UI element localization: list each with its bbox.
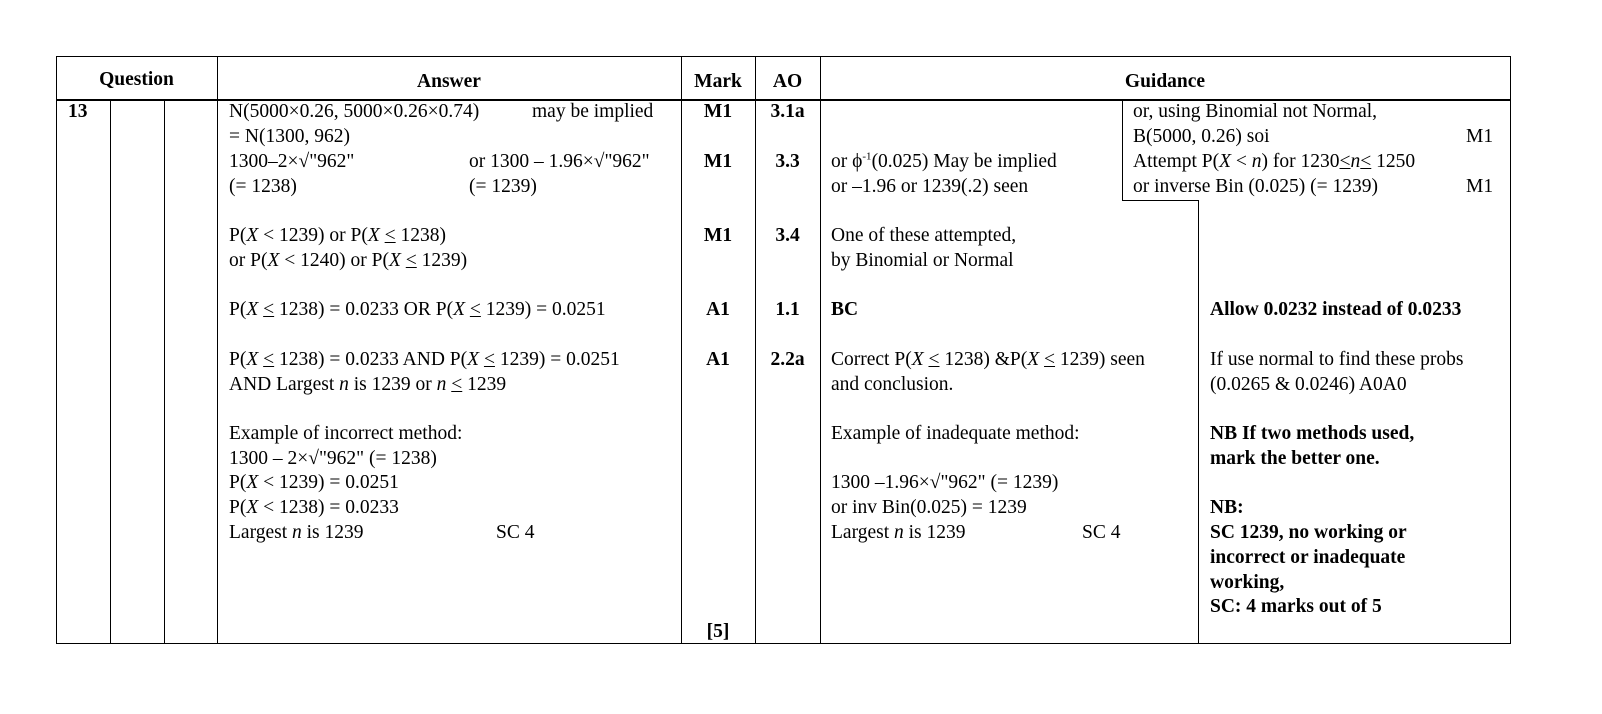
guidance-correct-line-1: Correct P(X < 1238) &P(X < 1239) seen — [831, 349, 1145, 370]
answer-a1b-line-2: AND Largest n is 1239 or n < 1239 — [229, 374, 507, 395]
mark-1: M1 — [703, 101, 733, 122]
guidance-inadequate-heading: Example of inadequate method: — [831, 423, 1080, 444]
guidance-allow: Allow 0.0232 instead of 0.0233 — [1210, 299, 1462, 320]
answer-incorrect-line-3: P(X < 1238) = 0.0233 — [229, 497, 399, 518]
guidance-sc-line-3: working, — [1210, 572, 1285, 593]
answer-incorrect-line-2: P(X < 1239) = 0.0251 — [229, 472, 399, 493]
answer-a1-line: P(X < 1238) = 0.0233 OR P(X < 1239) = 0.0251 — [229, 299, 606, 320]
header-ao: AO — [772, 71, 803, 92]
header-answer: Answer — [417, 71, 481, 92]
guidance-attempted-line-1: One of these attempted, — [831, 225, 1017, 246]
guidance-nb-line-2: mark the better one. — [1210, 448, 1380, 469]
mark-3: M1 — [703, 225, 733, 246]
guidance-box-bottom — [1122, 200, 1199, 201]
guidance-binomial-line-3: Attempt P(X < n) for 1230<n< 1250 — [1133, 151, 1416, 172]
answer-incorrect-heading: Example of incorrect method: — [229, 423, 463, 444]
answer-incorrect-sc: SC 4 — [496, 522, 535, 543]
guidance-binomial-line-4: or inverse Bin (0.025) (= 1239) — [1133, 176, 1378, 197]
answer-line-1-note: may be implied — [532, 101, 654, 122]
answer-line-4-left: (= 1238) — [229, 176, 297, 197]
answer-line-4-right: (= 1239) — [469, 176, 537, 197]
table-left-border — [56, 56, 57, 644]
guidance-box-left — [1122, 99, 1123, 201]
header-guidance: Guidance — [1124, 71, 1206, 92]
guidance-sc-line-4: SC: 4 marks out of 5 — [1210, 596, 1382, 617]
mark-4: A1 — [706, 299, 730, 320]
ao-guidance-divider — [820, 56, 821, 644]
guidance-sc-line-2: incorrect or inadequate — [1210, 547, 1406, 568]
mark-5: A1 — [706, 349, 730, 370]
question-answer-divider — [217, 56, 218, 644]
guidance-inadequate-line-3: Largest n is 1239 — [831, 522, 966, 543]
guidance-inadequate-line-2: or inv Bin(0.025) = 1239 — [831, 497, 1027, 518]
header-mark: Mark — [694, 71, 742, 92]
guidance-phi-line-1: or $\phi^{-1}(0.025)$ May be implied — [831, 150, 1057, 172]
answer-attempt-line-1: P(X < 1239) or P(X < 1238) — [229, 225, 447, 246]
guidance-binomial-line-1: or, using Binomial not Normal, — [1133, 101, 1378, 122]
answer-a1b-line-1: P(X < 1238) = 0.0233 AND P(X < 1239) = 0.0251 — [229, 349, 620, 370]
guidance-phi-line-2: or –1.96 or 1239(.2) seen — [831, 176, 1029, 197]
table-top-border — [56, 56, 1511, 57]
table-right-border — [1510, 56, 1511, 644]
ao-2: 3.3 — [775, 151, 800, 172]
question-sub-divider-1 — [110, 99, 111, 644]
guidance-binomial-line-2: B(5000, 0.26) soi — [1133, 126, 1270, 147]
guidance-inadequate-sc: SC 4 — [1082, 522, 1121, 543]
ao-1: 3.1a — [770, 101, 805, 122]
mark-2: M1 — [703, 151, 733, 172]
guidance-correct-line-2: and conclusion. — [831, 374, 954, 395]
guidance-inadequate-line-1: 1300 –1.96×√"962" (= 1239) — [831, 472, 1059, 493]
answer-incorrect-line-4: Largest n is 1239 — [229, 522, 364, 543]
ao-4: 1.1 — [775, 299, 800, 320]
question-sub-divider-2 — [164, 99, 165, 644]
guidance-normal-line-1: If use normal to find these probs — [1210, 349, 1464, 370]
guidance-normal-line-2: (0.0265 & 0.0246) A0A0 — [1210, 374, 1407, 395]
answer-line-1: N(5000×0.26, 5000×0.26×0.74) — [229, 101, 480, 122]
answer-incorrect-line-1: 1300 – 2×√"962" (= 1238) — [229, 448, 437, 469]
guidance-column-divider — [1198, 200, 1199, 644]
answer-line-3-right: or 1300 – 1.96×√"962" — [469, 151, 650, 172]
guidance-nb-heading: NB: — [1210, 497, 1244, 518]
table-bottom-border — [56, 643, 1511, 644]
guidance-binomial-line-2-mark: M1 — [1466, 126, 1494, 147]
guidance-bc: BC — [831, 299, 859, 320]
mark-total: [5] — [706, 621, 730, 642]
answer-attempt-line-2: or P(X < 1240) or P(X < 1239) — [229, 250, 468, 271]
header-question: Question — [99, 69, 174, 90]
guidance-nb-line-1: NB If two methods used, — [1210, 423, 1415, 444]
guidance-sc-line-1: SC 1239, no working or — [1210, 522, 1407, 543]
answer-line-3-left: 1300–2×√"962" — [229, 151, 355, 172]
guidance-binomial-line-4-mark: M1 — [1466, 176, 1494, 197]
answer-line-2: = N(1300, 962) — [229, 126, 350, 147]
ao-3: 3.4 — [775, 225, 800, 246]
ao-5: 2.2a — [770, 349, 805, 370]
question-number: 13 — [68, 101, 88, 122]
guidance-attempted-line-2: by Binomial or Normal — [831, 250, 1014, 271]
